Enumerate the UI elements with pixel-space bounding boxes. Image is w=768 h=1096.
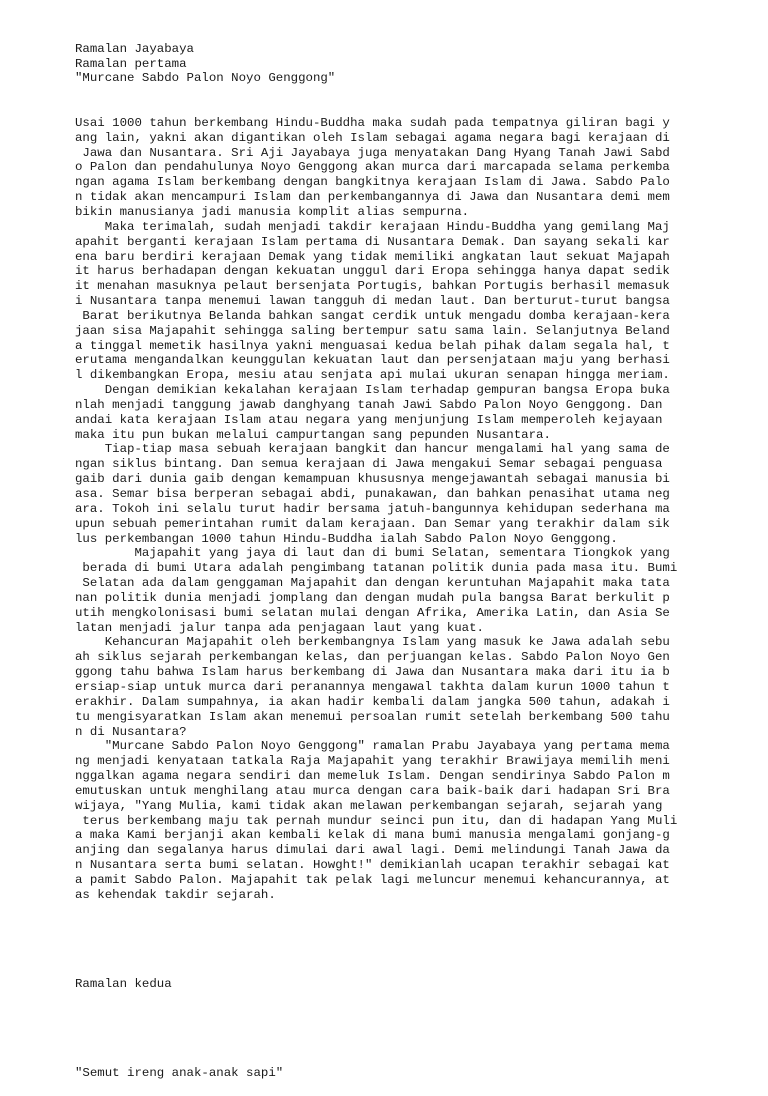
blank-line [75,932,695,947]
text-line: ang lain, yakni akan digantikan oleh Islam sebagai agama negara bagi kerajaan di [75,130,670,145]
section-title: "Semut ireng anak-anak sapi" [75,1065,284,1080]
text-line: n tidak akan mencampuri Islam dan perkembangannya di Jawa dan Nusantara demi mem [75,190,670,205]
text-line: Jawa dan Nusantara. Sri Aji Jayabaya juga menyatakan Dang Hyang Tanah Jawi Sabd [75,145,670,160]
text-line: ngan agama Islam berkembang dengan bangkitnya kerajaan Islam di Jawa. Sabdo Palo [75,175,670,190]
text-line: wijaya, "Yang Mulia, kami tidak akan melawan perkembangan sejarah, sejarah yang [75,798,663,813]
text-line: Tiap-tiap masa sebuah kerajaan bangkit dan hancur mengalami hal yang sama de [75,442,670,457]
text-line: l dikembangkan Eropa, mesiu atau senjata api mulai ukuran senapan hingga meriam. [75,368,670,383]
text-line: a pamit Sabdo Palon. Majapahit tak pelak lagi meluncur menemui kehancurannya, at [75,872,670,887]
text-line: ersiap-siap untuk murca dari peranannya mengawal takhta dalam kurun 1000 tahun t [75,679,670,694]
text-line: Usai 1000 tahun berkembang Hindu-Buddha maka sudah pada tempatnya giliran bagi y [75,115,670,130]
text-line: ng menjadi kenyataan tatkala Raja Majapahit yang terakhir Brawijaya memilih meni [75,754,670,769]
text-line: upun sebuah pemerintahan rumit dalam kerajaan. Dan Semar yang terakhir dalam sik [75,516,670,531]
text-line: as kehendak takdir sejarah. [75,887,276,902]
text-line: asa. Semar bisa berperan sebagai abdi, punakawan, dan bahkan penasihat utama neg [75,487,670,501]
text-line: anjing dan segalanya harus dimulai dari awal lagi. Demi melindungi Tanah Jawa da [75,843,670,858]
text-line: maka itu pun bukan melalui campurtangan sang pepunden Nusantara. [75,427,551,442]
text-line: berada di bumi Utara adalah pengimbang tatanan politik dunia pada masa itu. Bumi [75,561,678,576]
text-line: nlah menjadi tanggung jawab danghyang tanah Jawi Sabdo Palon Noyo Genggong. Dan [75,397,663,412]
text-line: tu mengisyaratkan Islam akan menemui persoalan rumit setelah berkembang 500 tahu [75,709,670,724]
text-line: it harus berhadapan dengan kekuatan unggul dari Eropa sehingga hanya dapat sedik [75,264,670,279]
text-line: andai kata kerajaan Islam atau negara yang menjunjung Islam memperoleh kejayaan [75,412,663,427]
text-line: n Nusantara serta bumi selatan. Howght!" demikianlah ucapan terakhir sebagai kat [75,858,670,873]
document-body [75,116,695,903]
text-line: nan politik dunia menjadi jomplang dan dengan mudah pula bangsa Barat berkulit p [75,590,670,605]
text-line: apahit berganti kerajaan Islam pertama di Nusantara Demak. Dan sayang sekali kar [75,234,670,249]
text-line: ngan siklus bintang. Dan semua kerajaan di Jawa mengakui Semar sebagai penguasa [75,457,663,472]
text-line: latan menjadi jalur tanpa ada penjagaan laut yang kuat. [75,620,484,635]
text-line: emutuskan untuk menghilang atau murca dengan cara baik-baik dari hadapan Sri Bra [75,783,670,798]
section-heading: Ramalan kedua [75,976,172,991]
text-line: jaan sisa Majapahit sehingga saling bertempur satu sama lain. Selanjutnya Beland [75,323,670,338]
text-line: ara. Tokoh ini selalu turut hadir bersama jatuh-bangunnya kehidupan sederhana ma [75,501,670,516]
text-line: Barat berikutnya Belanda bahkan sangat cerdik untuk mengadu domba kerajaan-kera [75,308,670,323]
text-line: nggalkan agama negara sendiri dan memeluk Islam. Dengan sendirinya Sabdo Palon m [75,769,670,784]
text-line: Dengan demikian kekalahan kerajaan Islam terhadap gempuran bangsa Eropa buka [75,383,670,398]
text-line: ena baru berdiri kerajaan Demak yang tidak memiliki angkatan laut sekuat Majapah [75,249,670,264]
text-line: o Palon dan pendahulunya Noyo Genggong akan murca dari marcapada selama perkemba [75,160,670,175]
text-line: Kehancuran Majapahit oleh berkembangnya Islam yang masuk ke Jawa adalah sebu [75,635,670,650]
text-line: "Murcane Sabdo Palon Noyo Genggong" ramalan Prabu Jayabaya yang pertama mema [75,739,670,754]
text-line: gaib dari dunia gaib dengan kemampuan khususnya mengejawantah sebagai manusia bi [75,472,670,487]
text-line: bikin manusianya jadi manusia komplit alias sempurna. [75,204,470,219]
header-line: Ramalan pertama [75,56,187,71]
text-line: erakhir. Dalam sumpahnya, ia akan hadir kembali dalam jangka 500 tahun, adakah i [75,694,670,709]
text-line: a tinggal memetik hasilnya yakni menguasai kedua belah pihak dalam segala hal, t [75,338,670,353]
text-line: Maka terimalah, sudah menjadi takdir kerajaan Hindu-Buddha yang gemilang Maj [75,219,670,234]
text-line: a maka Kami berjanji akan kembali kelak di mana bumi manusia mengalami gonjang-g [75,828,670,843]
text-line: ggong tahu bahwa Islam harus berkembang di Jawa dan Nusantara maka dari itu ia b [75,665,670,680]
text-line: n di Nusantara? [75,724,187,739]
text-line: ah siklus sejarah perkembangan kelas, dan perjuangan kelas. Sabdo Palon Noyo Gen [75,650,670,665]
text-line: Majapahit yang jaya di laut dan di bumi Selatan, sementara Tiongkok yang [75,546,670,561]
text-line: i Nusantara tanpa menemui lawan tangguh di medan laut. Dan berturut-turut bangsa [75,294,670,309]
text-line: utih mengkolonisasi bumi selatan mulai dengan Afrika, Amerika Latin, dan Asia Se [75,605,670,620]
header-line: Ramalan Jayabaya [75,41,194,56]
document-header [75,42,695,87]
text-line: lus perkembangan 1000 tahun Hindu-Buddha ialah Sabdo Palon Noyo Genggong. [75,531,618,546]
text-line: Selatan ada dalam genggaman Majapahit dan dengan keruntuhan Majapahit maka tata [75,576,670,591]
header-line: "Murcane Sabdo Palon Noyo Genggong" [75,71,336,86]
text-line: it menahan masuknya pelaut bersenjata Portugis, bahkan Portugis berhasil memasuk [75,279,670,294]
text-line: terus berkembang maju tak pernah mundur seinci pun itu, dan di hadapan Yang Muli [75,813,678,828]
text-line: erutama mengandalkan keunggulan kekuatan laut dan persenjataan maju yang berhasi [75,353,670,368]
document-page [75,12,695,1096]
